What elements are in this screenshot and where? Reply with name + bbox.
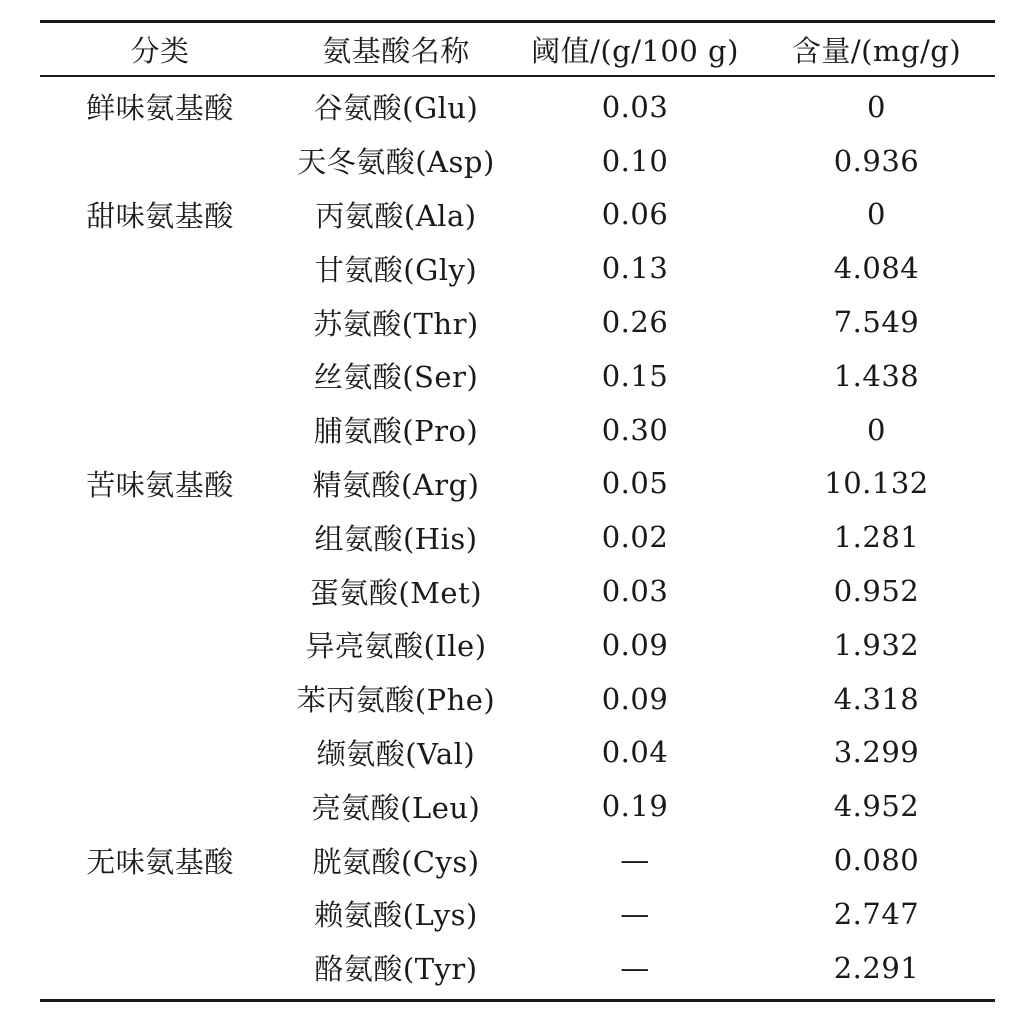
threshold-cell: 0.09 (601, 627, 669, 662)
amino-acid-name-cell: 精氨酸(Arg) (312, 467, 480, 502)
table-row (40, 833, 995, 887)
amino-acid-name-cell: 缬氨酸(Val) (316, 736, 476, 771)
threshold-cell: 0.09 (601, 681, 669, 716)
threshold-cell: 0.19 (601, 789, 669, 824)
amino-acid-name-cell: 苏氨酸(Thr) (313, 306, 479, 341)
table-row (40, 726, 995, 780)
content-cell: 0 (867, 89, 886, 124)
amino-acid-name-cell: 组氨酸(His) (314, 521, 478, 556)
content-cell: 0.936 (833, 143, 920, 178)
table-row (40, 134, 995, 188)
category-cell: 苦味氨基酸 (86, 467, 234, 502)
amino-acid-name-cell: 蛋氨酸(Met) (309, 575, 483, 610)
category-cell (40, 779, 280, 833)
amino-acid-name-cell: 谷氨酸(Glu) (313, 91, 479, 126)
content-cell: 2.747 (833, 896, 920, 931)
content-cell: 3.299 (833, 735, 920, 770)
category-cell (40, 403, 280, 457)
table-row (40, 241, 995, 295)
content-cell: 4.952 (833, 789, 920, 824)
table-row (40, 80, 995, 134)
amino-acid-name-cell: 天冬氨酸(Asp) (297, 145, 495, 180)
threshold-cell: 0.26 (601, 305, 669, 340)
category-cell (40, 941, 280, 995)
header-threshold: 阈值/(g/100 g) (531, 33, 739, 68)
amino-acid-name-cell: 异亮氨酸(Ile) (305, 629, 487, 664)
content-cell: 10.132 (824, 466, 929, 501)
content-cell: 1.932 (833, 627, 920, 662)
amino-acid-name-cell: 亮氨酸(Leu) (311, 790, 481, 825)
threshold-cell: 0.05 (601, 466, 669, 501)
content-cell: 0 (867, 412, 886, 447)
category-cell (40, 134, 280, 188)
table-row (40, 941, 995, 995)
category-cell: 甜味氨基酸 (86, 198, 234, 233)
amino-acid-name-cell: 赖氨酸(Lys) (314, 898, 478, 933)
content-cell: 0.080 (833, 843, 920, 878)
content-cell: 0.952 (833, 574, 920, 609)
content-cell: 0 (867, 197, 886, 232)
amino-acid-name-cell: 脯氨酸(Pro) (313, 414, 479, 449)
category-cell (40, 672, 280, 726)
table-row (40, 403, 995, 457)
amino-acid-name-cell: 丝氨酸(Ser) (313, 360, 479, 395)
category-cell (40, 726, 280, 780)
header-amino-acid-name: 氨基酸名称 (322, 33, 470, 68)
threshold-cell: 0.06 (601, 197, 669, 232)
category-cell (40, 564, 280, 618)
table-bottom-rule (40, 999, 995, 1002)
header-content: 含量/(mg/g) (791, 33, 962, 68)
table-body (40, 77, 995, 999)
table-row (40, 457, 995, 511)
threshold-cell: — (620, 843, 650, 878)
table-row (40, 295, 995, 349)
threshold-cell: 0.03 (601, 574, 669, 609)
threshold-cell: 0.02 (601, 520, 669, 555)
amino-acid-name-cell: 酪氨酸(Tyr) (314, 952, 478, 987)
amino-acid-name-cell: 甘氨酸(Gly) (314, 252, 478, 287)
category-cell: 鲜味氨基酸 (86, 91, 234, 126)
table-row (40, 510, 995, 564)
table-row (40, 779, 995, 833)
threshold-cell: — (620, 950, 650, 985)
threshold-cell: 0.13 (601, 251, 669, 286)
table-row (40, 618, 995, 672)
header-category: 分类 (130, 33, 190, 68)
amino-acid-name-cell: 丙氨酸(Ala) (315, 198, 477, 233)
category-cell (40, 241, 280, 295)
content-cell: 2.291 (833, 950, 920, 985)
table-header-row (40, 23, 995, 75)
threshold-cell: 0.15 (601, 358, 669, 393)
threshold-cell: 0.03 (601, 89, 669, 124)
threshold-cell: 0.10 (601, 143, 669, 178)
amino-acid-name-cell: 苯丙氨酸(Phe) (296, 683, 496, 718)
threshold-cell: 0.30 (601, 412, 669, 447)
category-cell (40, 887, 280, 941)
content-cell: 1.281 (833, 520, 920, 555)
category-cell (40, 295, 280, 349)
amino-acid-name-cell: 胱氨酸(Cys) (312, 844, 480, 879)
content-cell: 4.318 (833, 681, 920, 716)
table-row (40, 672, 995, 726)
table-row (40, 564, 995, 618)
content-cell: 7.549 (833, 305, 920, 340)
table-row (40, 188, 995, 242)
category-cell (40, 510, 280, 564)
category-cell (40, 349, 280, 403)
threshold-cell: 0.04 (601, 735, 669, 770)
threshold-cell: — (620, 896, 650, 931)
amino-acid-table (40, 20, 995, 1002)
category-cell (40, 618, 280, 672)
table-row (40, 349, 995, 403)
content-cell: 1.438 (833, 358, 920, 393)
category-cell: 无味氨基酸 (86, 844, 234, 879)
table-row (40, 887, 995, 941)
content-cell: 4.084 (833, 251, 920, 286)
